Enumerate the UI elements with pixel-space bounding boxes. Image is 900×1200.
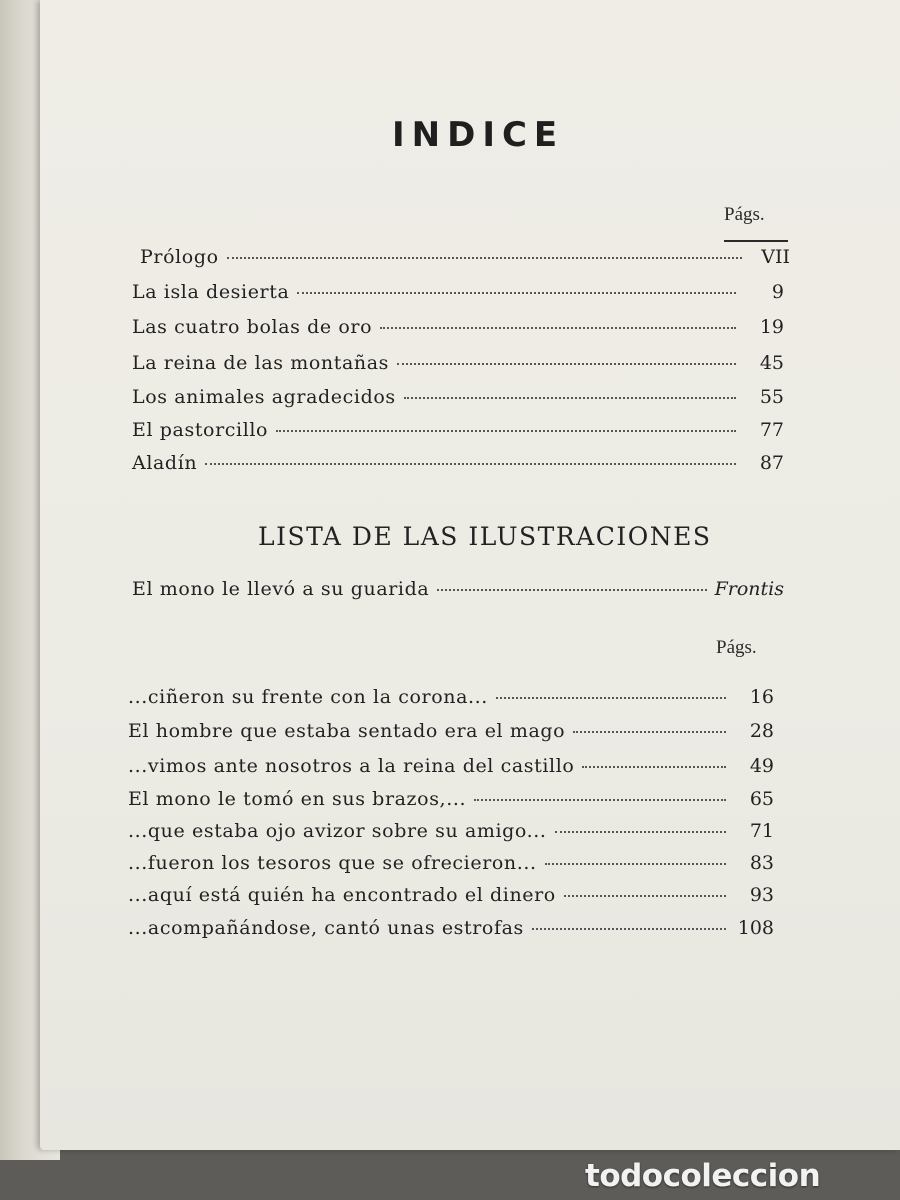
- dot-leader: [532, 928, 726, 930]
- frontispiece-title: El mono le llevó a su guarida: [132, 578, 430, 600]
- illustration-page: 71: [749, 820, 774, 842]
- index-entry-title: Las cuatro bolas de oro: [132, 316, 373, 338]
- illustration-page: 28: [749, 720, 774, 742]
- illustration-caption: ...ciñeron su frente con la corona...: [128, 686, 488, 708]
- index-entry-title: Prólogo: [140, 246, 219, 268]
- dot-leader: [227, 257, 742, 259]
- illustration-page: 65: [749, 788, 774, 810]
- index-entry: [132, 316, 784, 346]
- index-entry-title: La isla desierta: [132, 281, 290, 303]
- index-entry-page: 87: [759, 452, 784, 474]
- index-pags-label: Págs.: [724, 204, 765, 225]
- dot-leader: [397, 363, 736, 365]
- illustration-page: 49: [749, 755, 774, 777]
- index-entry-page: 55: [759, 386, 784, 408]
- dot-leader: [205, 463, 736, 465]
- dot-leader: [380, 327, 736, 329]
- index-entry: [132, 352, 784, 382]
- illustration-caption: ...acompañándose, cantó unas estrofas: [128, 917, 524, 939]
- dot-leader: [545, 863, 726, 865]
- illustration-caption: El hombre que estaba sentado era el mago: [128, 720, 566, 742]
- illustration-caption: ...fueron los tesoros que se ofrecieron...: [128, 852, 537, 874]
- index-entry-page: 19: [759, 316, 784, 338]
- dot-leader: [564, 895, 726, 897]
- index-entry-title: La reina de las montañas: [132, 352, 390, 374]
- illustration-entry: [128, 884, 774, 914]
- dot-leader: [404, 397, 736, 399]
- dot-leader: [573, 731, 726, 733]
- index-title: INDICE: [392, 115, 565, 155]
- illustration-page: 93: [749, 884, 774, 906]
- index-entry-page: 45: [759, 352, 784, 374]
- illustration-entry: [128, 755, 774, 785]
- watermark-logo: todocoleccion: [585, 1158, 821, 1194]
- illustration-entry: [128, 720, 774, 750]
- dot-leader: [555, 831, 726, 833]
- dot-leader: [474, 799, 726, 801]
- illustrations-pags-label: Págs.: [716, 637, 757, 658]
- dot-leader: [276, 430, 736, 432]
- index-entry-title: Aladín: [132, 452, 198, 474]
- dot-leader: [496, 697, 726, 699]
- illustration-entry: [128, 820, 774, 850]
- index-entry: [132, 386, 784, 416]
- illustration-caption: El mono le tomó en sus brazos,...: [128, 788, 467, 810]
- index-entry: [132, 452, 784, 482]
- dot-leader: [582, 766, 726, 768]
- illustration-entry: [128, 852, 774, 882]
- book-page: [40, 0, 900, 1150]
- illustration-page: 16: [749, 686, 774, 708]
- index-pags-rule: [724, 240, 788, 242]
- illustration-entry: [128, 686, 774, 716]
- index-entry-title: El pastorcillo: [132, 419, 269, 441]
- dot-leader: [437, 589, 706, 591]
- illustration-page: 108: [737, 917, 774, 939]
- index-entry-page: VII: [761, 246, 790, 268]
- illustration-entry: [128, 917, 774, 947]
- index-entry: [132, 419, 784, 449]
- frontispiece-page: Frontis: [714, 578, 784, 600]
- index-entry-page: 77: [759, 419, 784, 441]
- illustration-caption: ...aquí está quién ha encontrado el dinero: [128, 884, 556, 906]
- illustration-caption: ...que estaba ojo avizor sobre su amigo...: [128, 820, 547, 842]
- illustration-caption: ...vimos ante nosotros a la reina del castillo: [128, 755, 575, 777]
- index-entry-title: Los animales agradecidos: [132, 386, 396, 408]
- illustrations-title: LISTA DE LAS ILUSTRACIONES: [258, 522, 712, 551]
- frontispiece-entry: [132, 578, 784, 608]
- illustration-entry: [128, 788, 774, 818]
- illustration-page: 83: [749, 852, 774, 874]
- index-entry: [132, 281, 784, 311]
- index-entry-page: 9: [771, 281, 784, 303]
- index-entry: [140, 246, 790, 276]
- dot-leader: [297, 292, 736, 294]
